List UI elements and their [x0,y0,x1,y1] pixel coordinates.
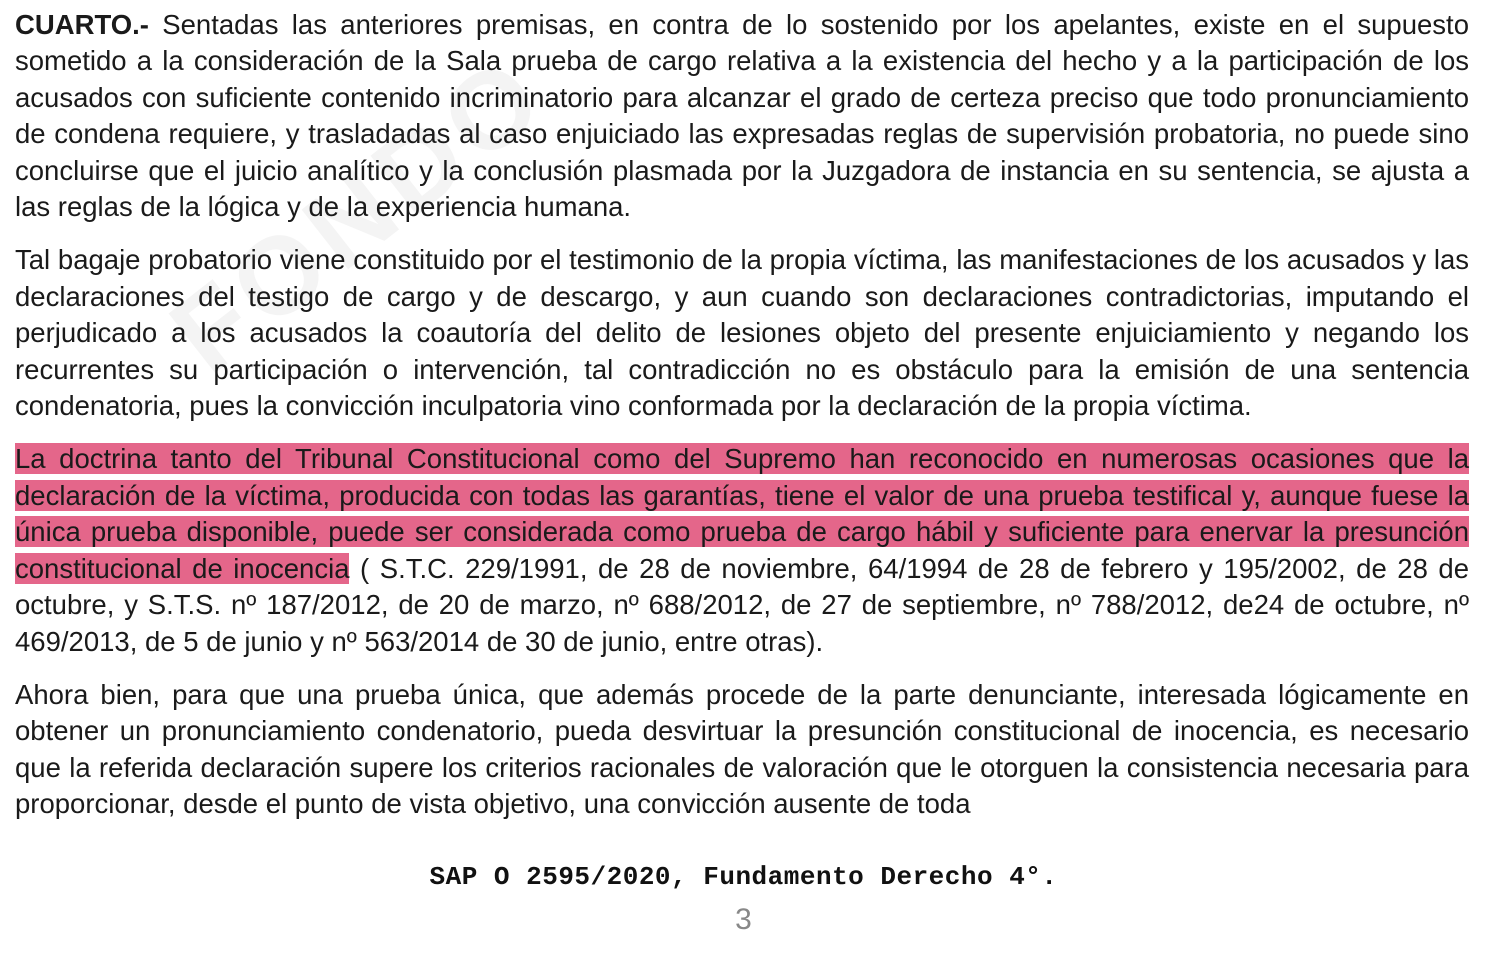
paragraph-text: Sentadas las anteriores premisas, en contra de lo sostenido por los apelantes, existe en el supuesto sometido a la consideración de la Sala prueba de cargo relativa a la existencia del hecho y a la participación de los acusados con suficiente contenido incriminatorio para alcanzar el grado de certeza preciso que todo pronunciamiento de condena requiere, y trasladadas al caso enjuiciado las expresadas reglas de supervisión probatoria, no puede sino concluirse que el juicio analítico y la conclusión plasmada por la Juzgadora de instancia en su sentencia, se ajusta a las reglas de la lógica y de la experiencia humana. [15,9,1469,223]
citation-text: ( S.T.C. 229/1991, de 28 de noviembre, 64/1994 de 28 de febrero y 195/2002, de 28 de octubre, y S.T.S. nº 187/2012, de 20 de marzo, nº 688/2012, de 27 de septiembre, nº 788/2012, de24 de octubre, nº 469/2013, de 5 de junio y nº 563/2014 de 30 de junio, entre otras). [15,552,1469,657]
footer-reference: SAP O 2595/2020, Fundamento Derecho 4°. [429,862,1058,892]
paragraph-cuarto [15,7,1469,225]
highlighted-text: La doctrina tanto del Tribunal Constitucional como del Supremo han reconocido en numerosas ocasiones que la declaración de la víctima, producida con todas las garantías, tiene el valor de una prueba testifical y, aunque fuese la única prueba disponible, puede ser considerada como prueba de cargo hábil y suficiente para enervar la presunción constitucional de inocencia [15,443,1469,584]
page-number: 3 [735,903,752,936]
section-heading: CUARTO.- [15,9,149,40]
document-body [15,7,1469,840]
paragraph-text: Tal bagaje probatorio viene constituido por el testimonio de la propia víctima, las manifestaciones de los acusados y las declaraciones del testigo de cargo y de descargo, y aun cuando son declaraciones contradictorias, imputando el perjudicado a los acusados la coautoría del delito de lesiones objeto del presente enjuiciamiento y negando los recurrentes su participación o intervención, tal contradicción no es obstáculo para la emisión de una sentencia condenatoria, pues la convicción inculpatoria vino conformada por la declaración de la propia víctima. [15,244,1469,422]
paragraph-ahora-bien [15,677,1469,823]
paragraph-bagaje [15,242,1469,424]
paragraph-doctrina [15,441,1469,659]
paragraph-text: Ahora bien, para que una prueba única, que además procede de la parte denunciante, interesada lógicamente en obtener un pronunciamiento condenatorio, pueda desvirtuar la presunción constitucional de inocencia, es necesario que la referida declaración supere los criterios racionales de valoración que le otorguen la consistencia necesaria para proporcionar, desde el punto de vista objetivo, una convicción ausente de toda [15,678,1469,820]
